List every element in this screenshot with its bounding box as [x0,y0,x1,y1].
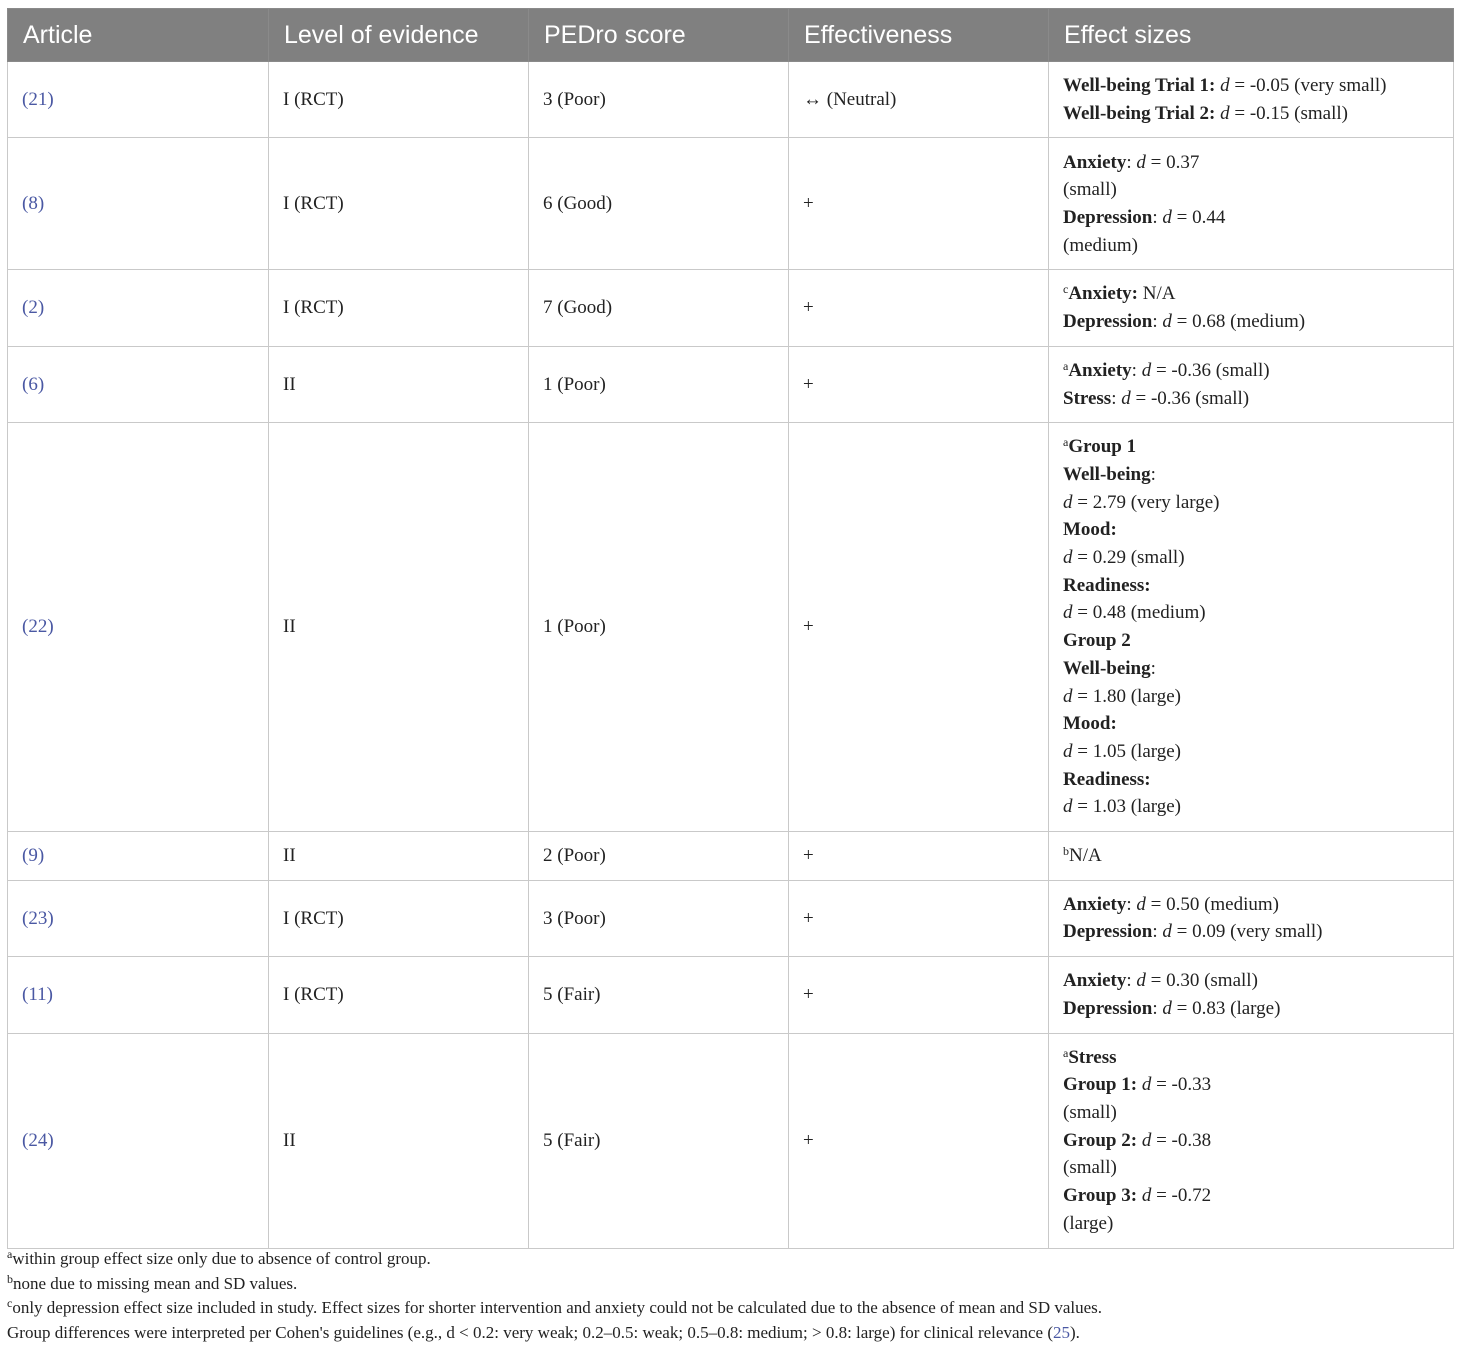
effect-text: : [1152,206,1163,228]
effect-text: : [1150,463,1156,485]
interpretation-note [7,1321,1453,1346]
effect-symbol: d [1162,311,1172,333]
effect-text: : [1152,997,1163,1019]
cell-level-of-evidence: II [269,832,529,881]
paren: ( [22,1129,29,1151]
cell-effect-sizes [1049,138,1454,270]
effect-symbol: d [1220,102,1230,124]
table-row [8,270,1454,346]
paren: ( [22,88,29,110]
footnote-mark: b [7,1271,13,1286]
effect-size-line [1063,204,1439,232]
table-row [8,423,1454,832]
effect-text: (small) [1063,179,1117,201]
table-row [8,138,1454,270]
effect-size-line [1063,891,1439,919]
effect-size-line [1063,1154,1439,1182]
measure-label: Well-being [1063,463,1151,485]
measure-label: Group 1: [1063,1074,1138,1096]
cell-level-of-evidence: I (RCT) [269,270,529,346]
footnote-marker: c [1063,282,1069,297]
effect-size-line [1063,683,1439,711]
paren: ( [22,616,29,638]
cell-effectiveness: + [789,880,1049,956]
paren: ) [47,88,54,110]
effect-size-line [1063,599,1439,627]
effect-text: (large) [1063,1212,1114,1234]
cell-effect-sizes [1049,832,1454,881]
paren: ) [47,1129,54,1151]
effect-size-line [1063,842,1439,870]
header-level-of-evidence: Level of evidence [269,9,529,62]
cell-effectiveness: + [789,346,1049,422]
effect-size-line [1063,918,1439,946]
effect-symbol: d [1141,1185,1152,1207]
cell-article [8,1033,269,1248]
cell-pedro-score: 5 (Fair) [529,1033,789,1248]
effect-symbol: d [1063,796,1073,818]
footnote-text: only depression effect size included in study. Effect sizes for shorter intervention and anxiety could not be calculated due to the absence of mean and SD values. [12,1298,1103,1317]
table-body [8,62,1454,1249]
footnote-marker: a [1063,1045,1069,1060]
paren: ( [22,907,29,929]
cell-effectiveness: + [789,1033,1049,1248]
cell-pedro-score: 6 (Good) [529,138,789,270]
cell-pedro-score: 5 (Fair) [529,957,789,1033]
cell-effectiveness: ↔ (Neutral) [789,62,1049,138]
effect-text: = 1.80 (large) [1072,685,1181,707]
footnote-mark: c [7,1296,13,1310]
effect-size-line [1063,967,1439,995]
cell-article [8,957,269,1033]
effect-size-line [1063,308,1439,336]
footnote-marker: b [1063,844,1069,859]
effect-text: = 0.83 (large) [1171,997,1281,1019]
table-row [8,62,1454,138]
effect-text: : [1111,387,1122,409]
paren: ( [22,373,29,395]
article-reference-link[interactable]: 11 [28,984,47,1006]
effect-text: : [1131,359,1142,381]
cell-pedro-score: 1 (Poor) [529,346,789,422]
cell-level-of-evidence: I (RCT) [269,880,529,956]
header-effectiveness: Effectiveness [789,9,1049,62]
cell-pedro-score: 2 (Poor) [529,832,789,881]
effect-size-line [1063,176,1439,204]
cell-effect-sizes [1049,62,1454,138]
cell-pedro-score: 3 (Poor) [529,62,789,138]
header-pedro-score: PEDro score [529,9,789,62]
effect-text: (medium) [1063,234,1138,256]
measure-label: Stress [1068,1046,1117,1068]
note-text: Group differences were interpreted per Cohen's guidelines (e.g., d < 0.2: very weak; 0.2–0.5: weak; 0.5–0.8: medium; > 0.8: large) for clinical relevance ( [7,1322,1053,1342]
effect-text: (small) [1063,1157,1117,1179]
effect-size-line [1063,627,1439,655]
footnote-mark: a [7,1247,13,1261]
effect-text: = 0.50 (medium) [1145,893,1279,915]
note-end: ). [1070,1322,1080,1342]
effect-size-line [1063,995,1439,1023]
table-row [8,832,1454,881]
measure-label: Well-being Trial 1: [1063,75,1216,96]
paren: ) [37,193,45,215]
effect-size-line [1063,793,1439,821]
effect-text: = -0.15 (small) [1229,102,1348,124]
effect-size-line [1063,1099,1439,1127]
measure-label: Anxiety: [1068,283,1138,305]
effect-size-line [1063,1182,1439,1210]
paren: ) [46,984,53,1006]
effect-text: : [1126,893,1137,915]
effect-size-line [1063,738,1439,766]
effect-symbol: d [1136,893,1146,915]
footnote-c [7,1296,1453,1321]
cell-effectiveness: + [789,957,1049,1033]
effect-size-line [1063,710,1439,738]
article-reference-link[interactable]: 21 [28,88,48,110]
effect-text: = 0.44 [1171,206,1226,228]
cell-effect-sizes [1049,270,1454,346]
effect-size-line [1063,280,1439,308]
effect-text: = 0.37 [1145,151,1200,173]
effect-text: = -0.72 [1151,1185,1212,1207]
cell-article [8,880,269,956]
effect-symbol: d [1162,997,1172,1019]
effect-symbol: d [1141,359,1152,381]
paren: ( [22,984,29,1006]
effect-symbol: d [1063,740,1073,762]
paren: ( [22,845,29,867]
cell-level-of-evidence: II [269,346,529,422]
effect-size-line [1063,766,1439,794]
footnote-b [7,1272,1453,1297]
cell-effectiveness: + [789,270,1049,346]
effect-text: = 0.30 (small) [1145,970,1258,992]
effect-text: = -0.36 (small) [1130,387,1250,409]
cell-article [8,62,269,138]
cell-pedro-score: 7 (Good) [529,270,789,346]
footnote-text: none due to missing mean and SD values. [13,1273,298,1293]
effect-symbol: d [1220,75,1230,96]
effect-text: = -0.38 [1151,1129,1212,1151]
effect-size-line [1063,461,1439,489]
effect-size-line [1063,1210,1439,1238]
cell-article [8,138,269,270]
effect-text: = 0.29 (small) [1072,547,1185,569]
article-reference-link[interactable]: 8 [28,193,38,215]
effect-text: = 1.03 (large) [1072,796,1181,818]
effect-text: = 0.68 (medium) [1171,311,1306,333]
cell-effect-sizes [1049,346,1454,422]
footnote-text: within group effect size only due to absence of control group. [12,1249,431,1268]
effect-text: = -0.33 [1151,1074,1212,1096]
paren: ( [22,193,29,215]
effect-text: = 1.05 (large) [1072,740,1181,762]
effect-text: = -0.05 (very small) [1229,75,1387,96]
measure-label: Well-being Trial 2: [1063,102,1216,124]
table-header [8,9,1454,62]
effect-size-line [1063,72,1439,100]
effect-size-line [1063,544,1439,572]
effect-text: : [1126,151,1137,173]
measure-label: Depression [1063,206,1153,228]
effect-text: = 0.48 (medium) [1072,602,1206,624]
cell-level-of-evidence: II [269,423,529,832]
paren: ( [22,297,29,319]
cell-level-of-evidence: II [269,1033,529,1248]
measure-label: Depression [1063,921,1153,943]
effect-size-line [1063,516,1439,544]
effect-text: (small) [1063,1101,1117,1123]
measure-label: Readiness: [1063,574,1151,596]
cell-effectiveness: + [789,423,1049,832]
measure-label: Mood: [1063,519,1117,541]
effect-size-line [1063,572,1439,600]
effect-text: : [1126,970,1137,992]
measure-label: Anxiety [1063,151,1127,173]
cell-pedro-score: 1 (Poor) [529,423,789,832]
effect-size-line [1063,357,1439,385]
effect-size-line [1063,385,1439,413]
effect-size-line [1063,100,1439,128]
measure-label: Group 3: [1063,1185,1138,1207]
footnote-marker: a [1063,358,1069,373]
table-row [8,880,1454,956]
paren: ) [37,845,45,867]
table-row [8,346,1454,422]
effect-text: N/A [1069,845,1102,867]
cell-level-of-evidence: I (RCT) [269,62,529,138]
cell-effect-sizes [1049,880,1454,956]
effect-symbol: d [1063,547,1073,569]
effect-symbol: d [1136,970,1146,992]
cell-article [8,423,269,832]
effect-text: N/A [1137,283,1176,305]
measure-label: Anxiety [1068,359,1132,381]
table-row [8,957,1454,1033]
header-row [8,9,1454,62]
reference-link[interactable]: 25 [1053,1322,1070,1342]
measure-label: Mood: [1063,713,1117,735]
cell-effect-sizes [1049,957,1454,1033]
effect-symbol: d [1063,602,1073,624]
measure-label: Group 2: [1063,1129,1138,1151]
article-reference-link[interactable]: 22 [28,616,48,638]
effect-symbol: d [1063,685,1073,707]
effect-text: = 2.79 (very large) [1072,491,1220,513]
paren: ) [37,373,45,395]
article-reference-link[interactable]: 9 [28,845,38,867]
effect-size-line [1063,433,1439,461]
effect-symbol: d [1136,151,1146,173]
measure-label: Stress [1063,387,1112,409]
cell-level-of-evidence: I (RCT) [269,957,529,1033]
effect-symbol: d [1141,1129,1152,1151]
measure-label: Depression [1063,997,1153,1019]
effect-size-line [1063,149,1439,177]
measure-label: Anxiety [1063,970,1127,992]
measure-label: Well-being [1063,657,1151,679]
article-reference-link[interactable]: 6 [28,373,38,395]
measure-label: Readiness: [1063,768,1151,790]
effect-text: : [1150,657,1156,679]
effect-text: = 0.09 (very small) [1171,921,1323,943]
effect-size-line [1063,1044,1439,1072]
measure-label: Depression [1063,311,1153,333]
footnote-a [7,1247,1453,1272]
paren: ) [47,907,54,929]
paren: ) [47,616,54,638]
measure-label: Anxiety [1063,893,1127,915]
measure-label: Group 2 [1063,630,1131,652]
cell-article [8,346,269,422]
cell-effectiveness: + [789,832,1049,881]
effect-size-line [1063,232,1439,260]
effect-symbol: d [1162,206,1172,228]
header-article: Article [8,9,269,62]
table-footnotes [7,1247,1453,1345]
cell-effect-sizes [1049,1033,1454,1248]
effect-symbol: d [1162,921,1172,943]
evidence-table [7,8,1454,1249]
article-reference-link[interactable]: 23 [28,907,48,929]
effect-size-line [1063,1071,1439,1099]
effect-symbol: d [1121,387,1131,409]
paren: ) [37,297,45,319]
cell-level-of-evidence: I (RCT) [269,138,529,270]
effect-size-line [1063,1127,1439,1155]
cell-article [8,832,269,881]
effect-symbol: d [1141,1074,1152,1096]
cell-pedro-score: 3 (Poor) [529,880,789,956]
effect-size-line [1063,655,1439,683]
effect-text: : [1152,311,1163,333]
article-reference-link[interactable]: 24 [28,1129,48,1151]
measure-label: Group 1 [1068,436,1137,458]
cell-effectiveness: + [789,138,1049,270]
table-row [8,1033,1454,1248]
effect-text: : [1152,921,1163,943]
footnote-marker: a [1063,435,1069,450]
effect-symbol: d [1063,491,1073,513]
effect-size-line [1063,489,1439,517]
cell-effect-sizes [1049,423,1454,832]
effect-text: = -0.36 (small) [1151,359,1270,381]
header-effect-sizes: Effect sizes [1049,9,1454,62]
article-reference-link[interactable]: 2 [28,297,38,319]
cell-article [8,270,269,346]
